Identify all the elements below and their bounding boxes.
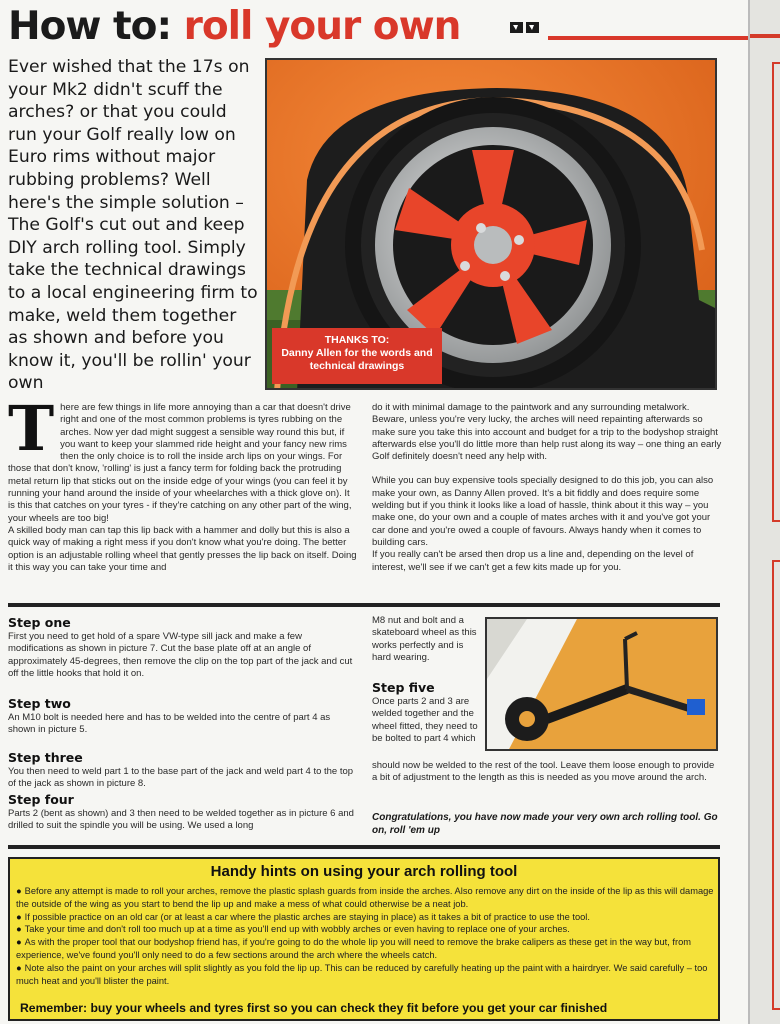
step-two-heading: Step two <box>8 696 71 711</box>
step-four-heading: Step four <box>8 792 74 807</box>
facing-page-frame-top <box>772 62 780 522</box>
double-speech-icon <box>510 22 540 39</box>
body-right-paragraph-1: do it with minimal damage to the paintwork and any surrounding metalwork. Beware, unless you're very lucky, the arches will need repainting afterwards so make sure you take this into account and budget for a trip to the bodyshop straight afterwards else you'll do little more than help rust along its way – one thing an early Golf definitely doesn't need any help with. <box>372 402 722 463</box>
section-divider-top <box>8 603 720 607</box>
hint-item: ● Take your time and don't roll too much up at a time as you'll end up with wobbly arches or even having to replace one of your arches. <box>16 924 570 935</box>
body-column-left <box>8 392 358 574</box>
bullet-icon: ● <box>16 911 22 922</box>
body-right-paragraph-3: If you really can't be arsed then drop us a line and, depending on the level of interest, we'll see if we can't get a few kits made up for you. <box>372 549 694 573</box>
hints-title: Handy hints on using your arch rolling tool <box>210 863 518 880</box>
body-left-paragraph-1: here are few things in life more annoying than a car that doesn't drive right and one of the most common problems is tyres rubbing on the arches. Now yer dad might suggest a sensible way round this but, if you want to keep your slammed ride height and your fancy new rims then the only choice is to roll the inside arch lips on your wings. For those that don't know, 'rolling' is just a fancy term for folding back the protruding metal return lip that sticks out on the inside edge of your wings (you can feel it by running your hand around the inside of your wheelarches with a thick glove on). It is this that catches on your tyres - if they're catching on any other part of the wing, your wheels are too big! <box>8 402 352 524</box>
thanks-box <box>272 328 442 384</box>
hint-item: ● Before any attempt is made to roll your arches, remove the plastic splash guards from inside the arches. Also remove any dirt on the inside of the lip as this will damage the outside of the wing as you start to bend the lip up and make a mess of what could otherwise be a neat job. <box>16 886 714 909</box>
facing-page-edge <box>748 0 780 1024</box>
bullet-icon: ● <box>16 924 22 935</box>
facing-page-rule <box>750 34 780 38</box>
hint-item: ● As with the proper tool that our bodyshop friend has, if you're going to do the whole lip you will need to remove the brake calipers as these get in the way but, from experience, we've found you'll only need to do a few sections around the arch where the wheels catch. <box>16 937 691 960</box>
step-four-continued: M8 nut and bolt and a skateboard wheel as this works perfectly and is hard wearing. <box>372 615 477 663</box>
drop-cap: T <box>8 392 55 465</box>
hint-item: ● Note also the paint on your arches will split slightly as you fold the lip up. This can be reduced by carefully heating up the paint with a hairdryer. We said carefully – too much heat and you'll blister the paint. <box>16 962 708 986</box>
headline-rule <box>548 36 748 40</box>
headline-prefix: How to: <box>8 4 172 49</box>
intro-text: Ever wished that the 17s on your Mk2 didn't scuff the arches? or that you could run your Golf really low on Euro rims without major rubbing problems? Well here's the simple solution – The Golf's cut out and keep DIY arch rolling tool. Simply take the technical drawings to a local engineering firm to make, weld them together as shown and before you know it, you'll be rollin' your own <box>8 57 258 394</box>
article-headline <box>8 4 460 49</box>
section-divider-bottom <box>8 845 720 849</box>
handy-hints-box <box>8 857 720 1021</box>
bullet-icon: ● <box>16 886 22 896</box>
congratulations-text: Congratulations, you have now made your very own arch rolling tool. Go on, roll 'em up <box>372 812 718 836</box>
step-five-heading: Step five <box>372 680 435 695</box>
step-one-heading: Step one <box>8 615 71 630</box>
body-left-paragraph-2: A skilled body man can tap this lip back with a hammer and dolly but this is also a quick way of making a right mess if you don't know what you're doing. The better option is an adjustable rolling wheel that gently presses the lip back on itself. Doing it this way you can take your time and <box>8 524 357 573</box>
step-four-text: Parts 2 (bent as shown) and 3 then need to be welded together as in picture 6 and drilled to suit the spindle you will be using. We used a long <box>8 808 354 832</box>
body-right-paragraph-2: While you can buy expensive tools specially designed to do this job, you can also make your own, as Danny Allen proved. It's a bit fiddly and does require some welding but if you think it looks like a load of hassle, think about it this way – you make one, do your own and a couple of mates arches with it and you've got your car done and you're owed a couple of favours. Always handy when it comes to building cars. <box>372 475 714 548</box>
step-one-text: First you need to get hold of a spare VW-type sill jack and make a few modifications as shown in picture 7. Cut the base plate off at an angle of approximately 45-degrees, then remove the clip on the top part of the jack and cut off the little hooks that hold it on. <box>8 631 353 679</box>
step-two-text: An M10 bolt is needed here and has to be welded into the centre of part 4 as shown in picture 5. <box>8 712 331 736</box>
thanks-title: THANKS TO: <box>324 334 390 346</box>
step-five-text: Once parts 2 and 3 are welded together and the wheel fitted, they need to be bolted to part 4 which <box>372 696 478 744</box>
hints-list <box>16 885 716 987</box>
hints-reminder: Remember: buy your wheels and tyres first so you can check they fit before you get your car finished <box>20 1001 608 1015</box>
tool-photo <box>485 617 718 751</box>
thanks-body: Danny Allen for the words and technical drawings <box>281 347 433 372</box>
bullet-icon: ● <box>16 962 22 973</box>
step-three-heading: Step three <box>8 750 83 765</box>
hint-item: ● If possible practice on an old car (or at least a car where the plastic arches are staying in place) as it takes a bit of practice to use the tool. <box>16 911 590 922</box>
bullet-icon: ● <box>16 937 22 948</box>
headline-title: roll your own <box>183 4 461 49</box>
facing-page-frame-bottom <box>772 560 780 1010</box>
step-three-text: You then need to weld part 1 to the base part of the jack and weld part 4 to the top of the jack as shown in picture 8. <box>8 766 354 790</box>
step-five-continued: should now be welded to the rest of the tool. Leave them loose enough to provide a bit of adjustment to the length as this is needed as you move around the arch. <box>372 760 715 784</box>
body-column-right <box>372 402 722 574</box>
